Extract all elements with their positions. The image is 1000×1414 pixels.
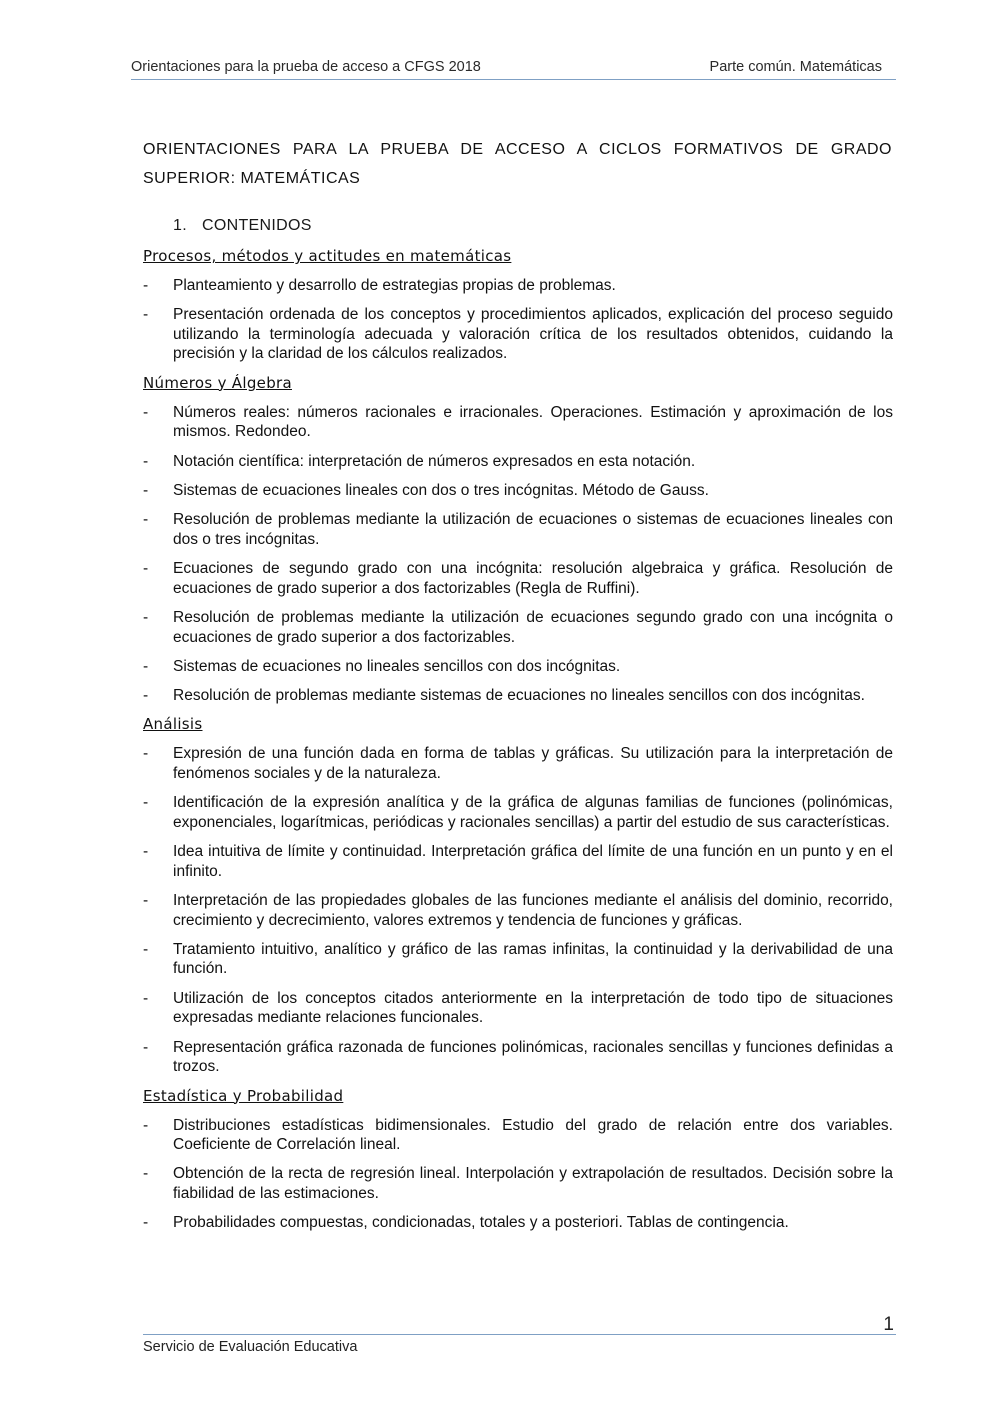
list-item — [143, 608, 893, 647]
footer-text: Servicio de Evaluación Educativa — [143, 1339, 358, 1355]
list-item — [143, 1164, 893, 1203]
dash-bullet: - — [143, 1165, 149, 1183]
dash-bullet: - — [143, 306, 149, 324]
bullet-list — [143, 1116, 893, 1233]
list-item — [143, 403, 893, 442]
list-item-text: Idea intuitiva de límite y continuidad. Interpretación gráfica del límite de una función en un punto y en el infinito. — [173, 843, 893, 880]
list-item — [143, 940, 893, 979]
bullet-list — [143, 744, 893, 1076]
list-item — [143, 1116, 893, 1155]
list-item-text: Identificación de la expresión analítica y de la gráfica de algunas familias de funciones (polinómicas, exponenciales, logarítmicas, periódicas y racionales sencillas) a partir del estudio de sus características. — [173, 794, 893, 831]
dash-bullet: - — [143, 940, 149, 958]
page-header — [131, 59, 896, 80]
subsection-heading: Números y Álgebra — [143, 373, 292, 392]
list-item-text: Resolución de problemas mediante la utilización de ecuaciones segundo grado con una incógnita o ecuaciones de grado superior a dos factorizables. — [173, 608, 893, 646]
dash-bullet: - — [143, 1214, 149, 1232]
bullet-list — [143, 403, 893, 706]
contents-body — [143, 247, 893, 1243]
dash-bullet: - — [143, 277, 149, 294]
header-section-title: Parte común. Matemáticas — [709, 59, 882, 75]
dash-bullet: - — [143, 608, 149, 626]
dash-bullet: - — [143, 745, 149, 763]
list-item — [143, 657, 893, 677]
list-item — [143, 1213, 893, 1233]
list-item-text: Utilización de los conceptos citados anteriormente en la interpretación de todo tipo de situaciones expresadas mediante relaciones funcionales. — [173, 989, 893, 1027]
list-item-text: Distribuciones estadísticas bidimensionales. Estudio del grado de relación entre dos variables. Coeficiente de Correlación lineal. — [173, 1116, 893, 1154]
list-item — [143, 276, 893, 296]
dash-bullet: - — [143, 892, 149, 909]
list-item-text: Planteamiento y desarrollo de estrategias propias de problemas. — [173, 277, 616, 294]
list-item-text: Ecuaciones de segundo grado con una incógnita: resolución algebraica y gráfica. Resolución de ecuaciones de grado superior a dos factorizables (Regla de Ruffini). — [173, 560, 893, 597]
dash-bullet: - — [143, 403, 149, 421]
list-item — [143, 305, 893, 364]
dash-bullet: - — [143, 511, 149, 529]
list-item — [143, 1038, 893, 1077]
list-item-text: Resolución de problemas mediante la utilización de ecuaciones o sistemas de ecuaciones lineales con dos o tres incógnitas. — [173, 511, 893, 548]
list-item-text: Interpretación de las propiedades globales de las funciones mediante el análisis del dominio, recorrido, crecimiento y decrecimiento, valores extremos y tendencia de funciones y gráficas. — [173, 892, 893, 929]
dash-bullet: - — [143, 687, 149, 705]
list-item — [143, 686, 893, 706]
list-item — [143, 842, 893, 881]
list-item-text: Tratamiento intuitivo, analítico y gráfico de las ramas infinitas, la continuidad y la derivabilidad de una función. — [173, 940, 893, 978]
dash-bullet: - — [143, 843, 149, 861]
dash-bullet: - — [143, 1116, 149, 1134]
list-item-text: Sistemas de ecuaciones no lineales sencillos con dos incógnitas. — [173, 657, 621, 675]
section-heading — [173, 217, 312, 235]
dash-bullet: - — [143, 1038, 149, 1056]
page-number: 1 — [883, 1314, 894, 1335]
list-item — [143, 481, 893, 501]
dash-bullet: - — [143, 481, 149, 499]
list-item-text: Números reales: números racionales e irracionales. Operaciones. Estimación y aproximación de los mismos. Redondeo. — [173, 403, 893, 441]
list-item — [143, 452, 893, 472]
bullet-list — [143, 276, 893, 364]
list-item — [143, 891, 893, 930]
subsection-heading: Estadística y Probabilidad — [143, 1086, 344, 1105]
list-item-text: Expresión de una función dada en forma de tablas y gráficas. Su utilización para la interpretación de fenómenos sociales y de la naturaleza. — [173, 745, 893, 782]
list-item-text: Probabilidades compuestas, condicionadas, totales y a posteriori. Tablas de contingencia. — [173, 1214, 789, 1232]
list-item — [143, 559, 893, 598]
list-item-text: Obtención de la recta de regresión lineal. Interpolación y extrapolación de resultados. Decisión sobre la fiabilidad de las estimaciones. — [173, 1165, 893, 1202]
dash-bullet: - — [143, 794, 149, 812]
list-item-text: Notación científica: interpretación de números expresados en esta notación. — [173, 452, 696, 470]
list-item — [143, 989, 893, 1028]
list-item-text: Representación gráfica razonada de funciones polinómicas, racionales sencillas y funciones definidas a trozos. — [173, 1038, 893, 1076]
list-item — [143, 510, 893, 549]
dash-bullet: - — [143, 989, 149, 1007]
list-item — [143, 744, 893, 783]
header-document-title: Orientaciones para la prueba de acceso a CFGS 2018 — [131, 59, 481, 75]
subsection-heading: Análisis — [143, 715, 203, 734]
dash-bullet: - — [143, 452, 149, 470]
dash-bullet: - — [143, 560, 149, 578]
list-item-text: Presentación ordenada de los conceptos y procedimientos aplicados, explicación del proceso seguido utilizando la terminología adecuada y valoración crítica de los resultados obtenidos, cuidando la precisión y la claridad de los cálculos realizados. — [173, 306, 893, 363]
dash-bullet: - — [143, 657, 149, 675]
list-item-text: Sistemas de ecuaciones lineales con dos o tres incógnitas. Método de Gauss. — [173, 481, 709, 499]
list-item — [143, 793, 893, 832]
page-title: ORIENTACIONES PARA LA PRUEBA DE ACCESO A CICLOS FORMATIVOS DE GRADO SUPERIOR: MATEMÁTICAS — [143, 141, 892, 187]
list-item-text: Resolución de problemas mediante sistemas de ecuaciones no lineales sencillos con dos incógnitas. — [173, 687, 865, 705]
subsection-heading: Procesos, métodos y actitudes en matemáticas — [143, 247, 512, 265]
section-label: CONTENIDOS — [202, 217, 312, 234]
section-number: 1. — [173, 217, 187, 234]
page-footer — [143, 1334, 896, 1355]
